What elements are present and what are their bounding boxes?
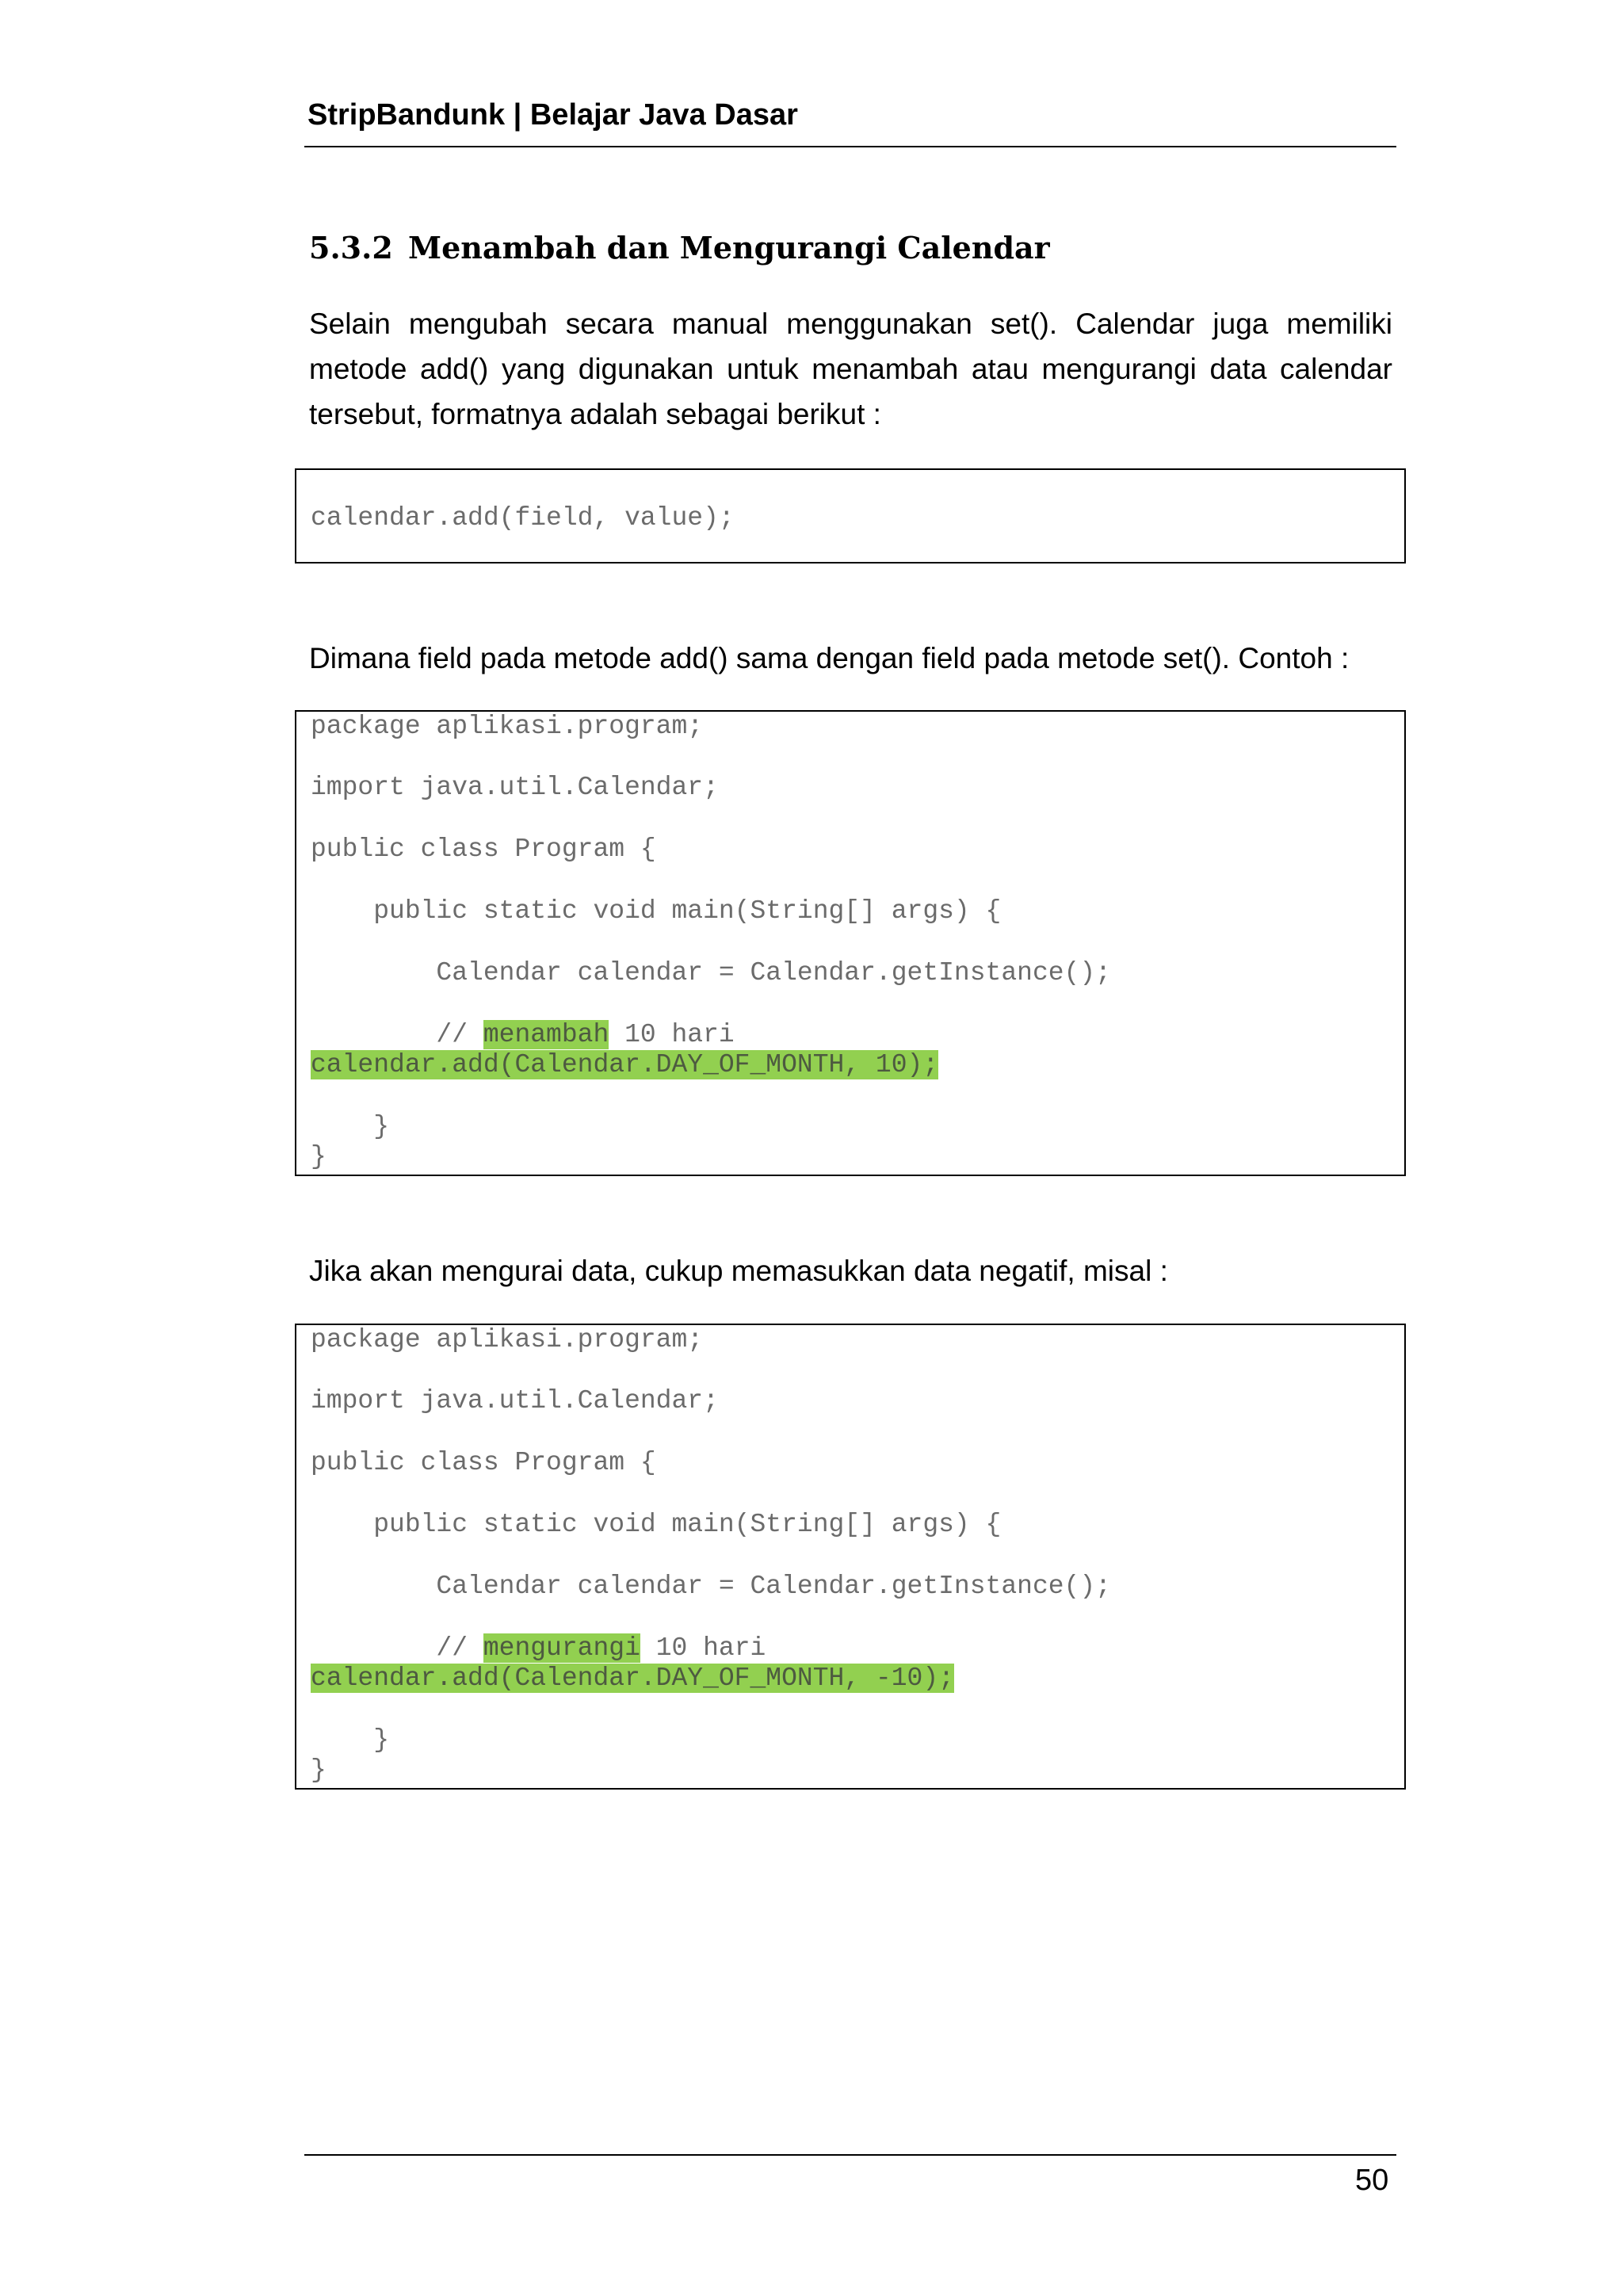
highlighted-call: calendar.add(Calendar.DAY_OF_MONTH, 10); [311, 1050, 939, 1079]
code-line: package aplikasi.program; [311, 712, 704, 741]
footer-divider [304, 2154, 1396, 2156]
code-line: } [311, 1142, 327, 1171]
section-heading [309, 230, 1050, 266]
section-number: 5.3.2 [309, 230, 393, 266]
code-line: Calendar calendar = Calendar.getInstance(); [311, 1572, 1111, 1601]
comment-prefix: // [311, 1020, 483, 1049]
code-line: public class Program { [311, 835, 656, 864]
code-block-format [295, 468, 1406, 563]
code-comment-line [311, 1020, 735, 1050]
code-line: public static void main(String[] args) { [311, 896, 1002, 926]
code-line: } [311, 1112, 390, 1141]
code-line: package aplikasi.program; [311, 1325, 704, 1354]
section-title: Menambah dan Mengurangi Calendar [408, 230, 1050, 266]
highlighted-call: calendar.add(Calendar.DAY_OF_MONTH, -10); [311, 1664, 954, 1693]
negatif-paragraph: Jika akan mengurai data, cukup memasukkan data negatif, misal : [309, 1255, 1168, 1287]
contoh-paragraph: Dimana field pada metode add() sama dengan field pada metode set(). Contoh : [309, 642, 1350, 674]
code-line: calendar.add(field, value); [311, 503, 735, 533]
header-divider [304, 146, 1396, 147]
comment-suffix: 10 hari [640, 1633, 766, 1663]
comment-suffix: 10 hari [609, 1020, 735, 1049]
code-comment-line [311, 1633, 766, 1664]
code-line: import java.util.Calendar; [311, 1386, 719, 1415]
highlighted-word: mengurangi [483, 1633, 640, 1663]
highlighted-code-line [311, 1664, 954, 1694]
highlighted-code-line [311, 1050, 938, 1080]
highlighted-word: menambah [483, 1020, 609, 1049]
intro-paragraph: Selain mengubah secara manual menggunakan set(). Calendar juga memiliki metode add() yang digunakan untuk menambah atau mengurangi data calendar tersebut, formatnya adalah sebagai berikut : [309, 308, 1392, 430]
page-number: 50 [1355, 2164, 1389, 2197]
code-line: public class Program { [311, 1448, 656, 1477]
code-line: } [311, 1725, 390, 1755]
code-line: Calendar calendar = Calendar.getInstance(); [311, 958, 1111, 988]
comment-prefix: // [311, 1633, 483, 1663]
code-block-add-example [295, 710, 1406, 1176]
code-block-subtract-example [295, 1324, 1406, 1790]
running-header-title: StripBandunk | Belajar Java Dasar [307, 98, 798, 132]
code-line: import java.util.Calendar; [311, 773, 719, 802]
code-line: public static void main(String[] args) { [311, 1510, 1002, 1539]
code-line: } [311, 1755, 327, 1785]
